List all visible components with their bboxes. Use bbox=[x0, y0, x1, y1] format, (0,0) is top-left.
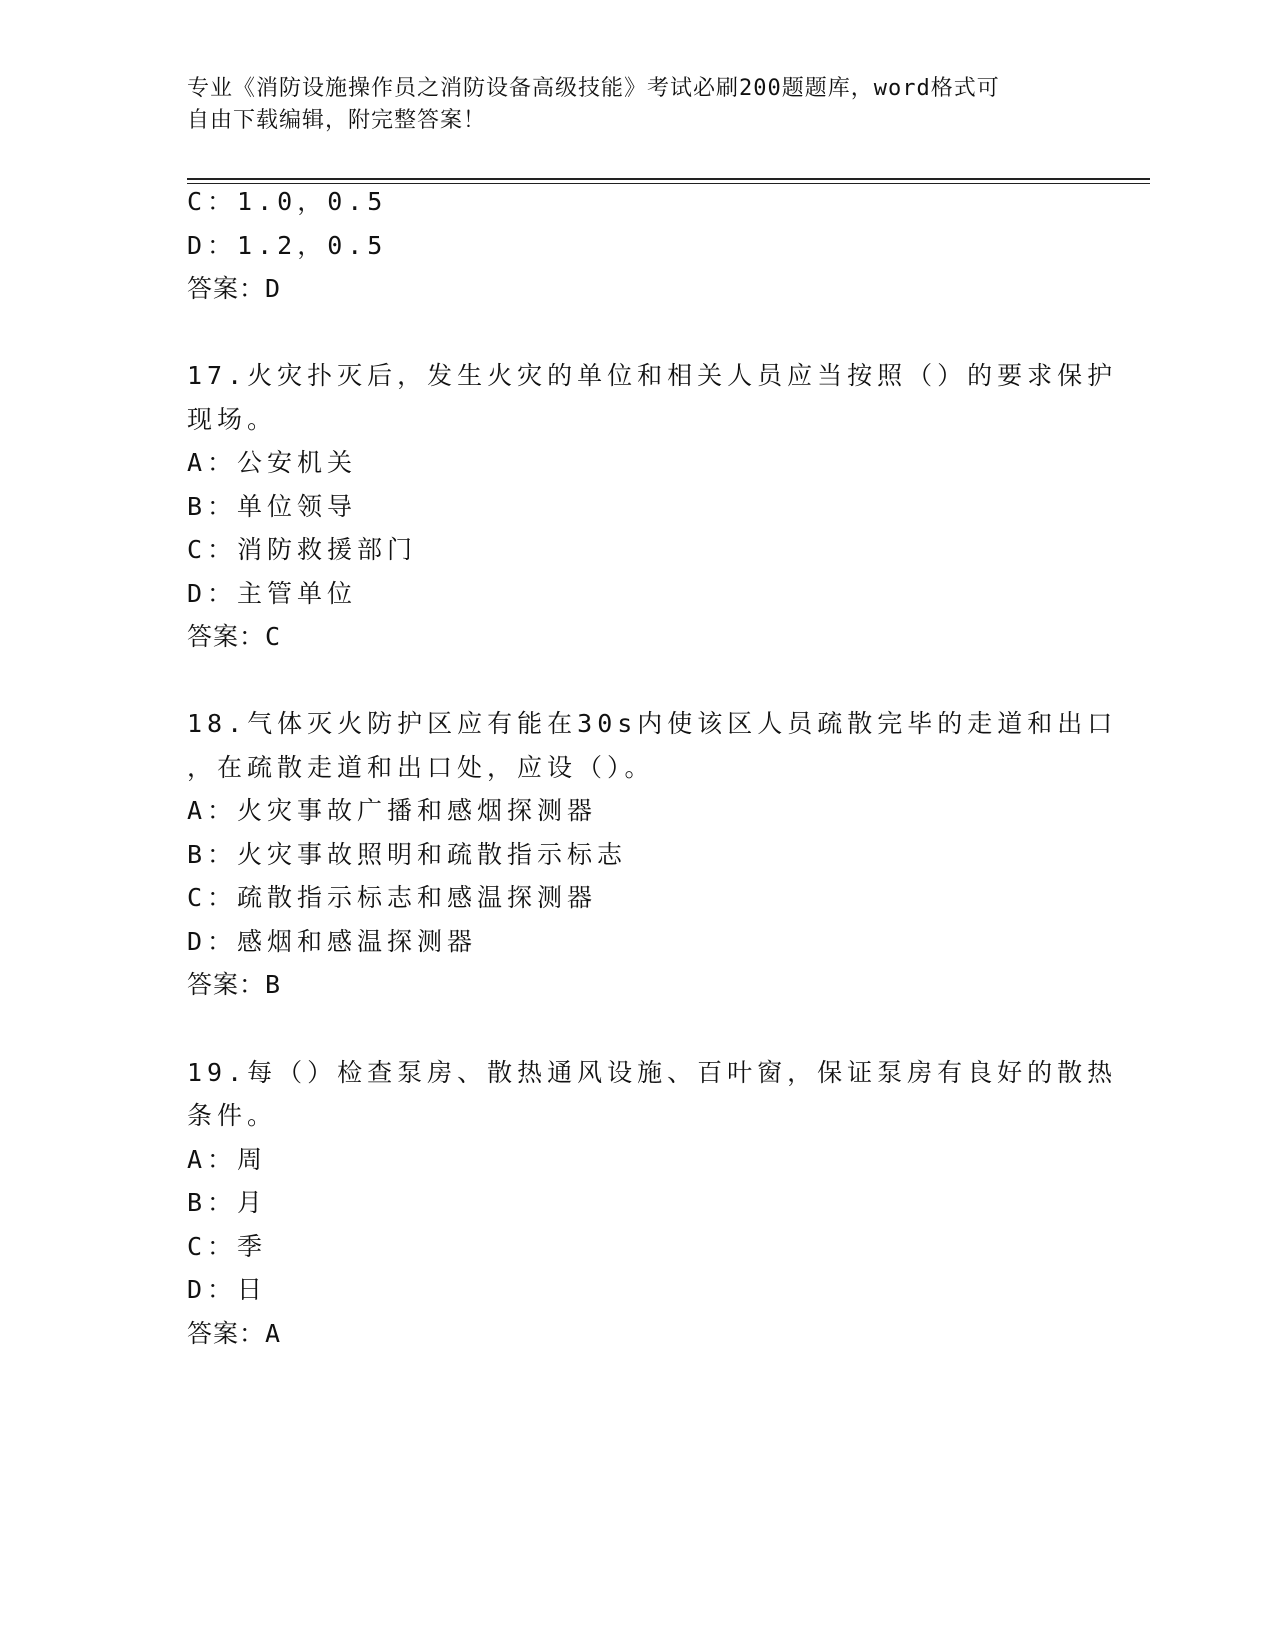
q18-option-a: A：火灾事故广播和感烟探测器 bbox=[187, 796, 598, 825]
q17-option-c: C：消防救援部门 bbox=[187, 535, 418, 564]
q19-stem-line-1: 19.每（）检查泵房、散热通风设施、百叶窗，保证泵房有良好的散热 bbox=[187, 1058, 1118, 1087]
q17-stem-line-1: 17.火灾扑灭后，发生火灾的单位和相关人员应当按照（）的要求保护 bbox=[187, 361, 1118, 390]
q18-stem-line-1: 18.气体灭火防护区应有能在30s内使该区人员疏散完毕的走道和出口 bbox=[187, 709, 1118, 738]
q19-option-b: B：月 bbox=[187, 1188, 268, 1217]
q17-option-a: A：公安机关 bbox=[187, 448, 358, 477]
header-divider bbox=[187, 178, 1150, 184]
header-title-line-2: 自由下载编辑，附完整答案！ bbox=[187, 108, 487, 133]
q17-option-b: B：单位领导 bbox=[187, 492, 358, 521]
q16-option-c: C：1.0，0.5 bbox=[187, 187, 388, 216]
q18-option-b: B：火灾事故照明和疏散指示标志 bbox=[187, 840, 628, 869]
q19-option-d: D：日 bbox=[187, 1275, 268, 1304]
q17-stem-line-2: 现场。 bbox=[187, 405, 278, 434]
q19-option-a: A：周 bbox=[187, 1145, 268, 1174]
q19-answer: 答案：A bbox=[187, 1319, 282, 1348]
q16-option-d: D：1.2，0.5 bbox=[187, 231, 388, 260]
q18-option-c: C：疏散指示标志和感温探测器 bbox=[187, 883, 598, 912]
q18-option-d: D：感烟和感温探测器 bbox=[187, 927, 478, 956]
header-title-line-1: 专业《消防设施操作员之消防设备高级技能》考试必刷200题题库，word格式可 bbox=[187, 76, 1000, 101]
q17-option-d: D：主管单位 bbox=[187, 579, 358, 608]
q19-stem-line-2: 条件。 bbox=[187, 1101, 278, 1130]
q19-option-c: C：季 bbox=[187, 1232, 268, 1261]
q17-answer: 答案：C bbox=[187, 622, 282, 651]
q16-answer: 答案：D bbox=[187, 274, 282, 303]
q18-answer: 答案：B bbox=[187, 970, 282, 999]
document-header bbox=[187, 73, 1067, 137]
q18-stem-line-2: ，在疏散走道和出口处，应设（）。 bbox=[187, 753, 655, 782]
